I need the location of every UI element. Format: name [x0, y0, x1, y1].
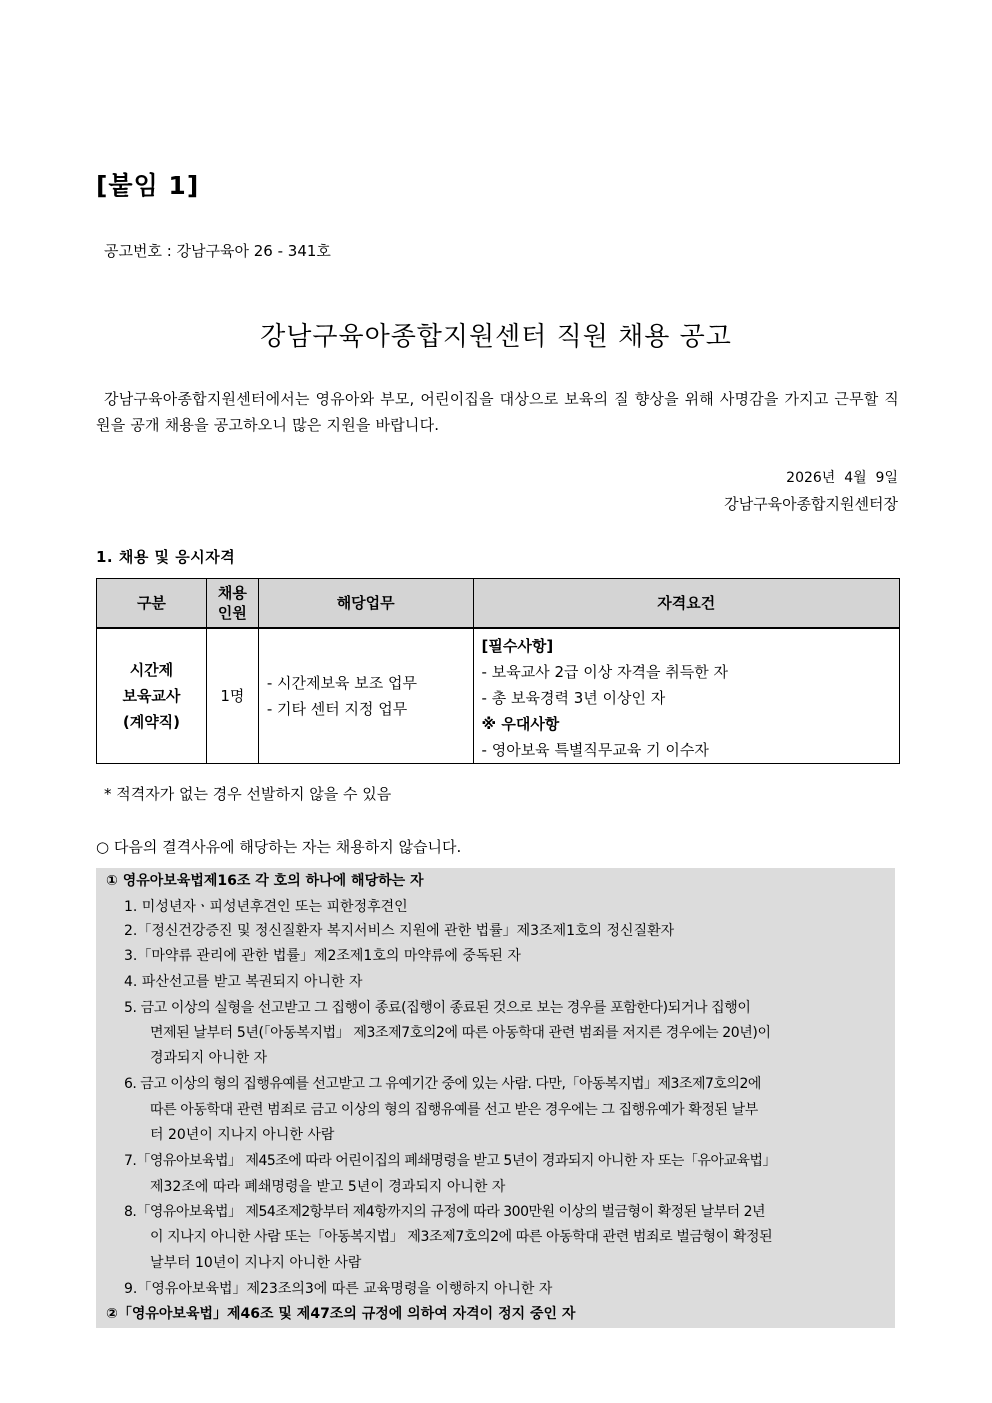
disqualification-line: 9.「영유아보육법」제23조의3에 따른 교육명령을 이행하지 아니한 자	[124, 1281, 553, 1297]
disqualification-line: 5. 금고 이상의 실형을 선고받고 그 집행이 종료(집행이 종료된 것으로 보는 경우를 포함한다)되거나 집행이	[124, 1000, 751, 1016]
header-type: 구분	[97, 579, 207, 628]
disqualification-line: 4. 파산선고를 받고 복권되지 아니한 자	[124, 974, 363, 990]
disqualification-line: 날부터 10년이 지나지 아니한 사람	[150, 1255, 362, 1271]
cell-qualifications	[473, 628, 899, 764]
table-header-row	[97, 579, 900, 628]
disqualification-line: 2.「정신건강증진 및 정신질환자 복지서비스 지원에 관한 법률」제3조제1호의 정신질환자	[124, 923, 675, 939]
disqualification-line: 7.「영유아보육법」 제45조에 따라 어린이집의 폐쇄명령을 받고 5년이 경과되지 아니한 자 또는「유아교육법」	[124, 1153, 777, 1169]
disqualification-line: 3.「마약류 관리에 관한 법률」제2조제1호의 마약류에 중독된 자	[124, 948, 521, 964]
cell-duties	[258, 628, 473, 764]
duty-item: - 기타 센터 지정 업무	[266, 699, 408, 718]
disqualification-line: 면제된 날부터 5년(「아동복지법」 제3조제7호의2에 따른 아동학대 관련 범죄를 저지른 경우에는 20년)이	[150, 1025, 771, 1041]
duty-item: - 시간제보육 보조 업무	[266, 673, 417, 692]
preferred-title: ※ 우대사항	[481, 714, 560, 733]
intro-paragraph: 강남구육아종합지원센터에서는 영유아와 부모, 어린이집을 대상으로 보육의 질 향상을 위해 사명감을 가지고 근무할 직원을 공개 채용을 공고하오니 많은 지원을 바랍니다.	[96, 390, 899, 434]
header-duty: 해당업무	[258, 579, 473, 628]
position-type-line: 보육교사	[122, 686, 181, 705]
disqualification-item-title: ②「영유아보육법」제46조 및 제47조의 규정에 의하여 자격이 정지 중인 자	[106, 1306, 576, 1322]
header-count: 채용 인원	[206, 579, 258, 628]
attachment-label: [붙임 1]	[96, 171, 200, 200]
required-title: [필수사항]	[481, 636, 554, 655]
signer: 강남구육아종합지원센터장	[724, 495, 898, 513]
disqualification-line: 이 지나지 아니한 사람 또는「아동복지법」 제3조제7호의2에 따른 아동학대 관련 범죄로 벌금형이 확정된	[150, 1229, 773, 1245]
disqualification-line: 1. 미성년자ㆍ피성년후견인 또는 피한정후견인	[124, 899, 408, 915]
position-type-line: 시간제	[129, 660, 174, 679]
disqualification-line: 6. 금고 이상의 형의 집행유예를 선고받고 그 유예기간 중에 있는 사람. 다만,「아동복지법」제3조제7호의2에	[124, 1076, 761, 1092]
page-title: 강남구육아종합지원센터 직원 채용 공고	[260, 322, 732, 352]
required-item: - 총 보육경력 3년 이상인 자	[481, 688, 666, 707]
disqualification-line: 8.「영유아보육법」 제54조제2항부터 제4항까지의 규정에 따라 300만원 이상의 벌금형이 확정된 날부터 2년	[124, 1204, 766, 1220]
cell-position-type	[97, 628, 207, 764]
disqualification-line: 경과되지 아니한 자	[150, 1050, 268, 1066]
header-qualification: 자격요건	[473, 579, 899, 628]
disqualification-line: 따른 아동학대 관련 범죄로 금고 이상의 형의 집행유예를 선고 받은 경우에는 그 집행유예가 확정된 날부	[150, 1102, 758, 1118]
cell-headcount: 1명	[206, 628, 258, 764]
notice-number: 공고번호 : 강남구육아 26 - 341호	[104, 242, 331, 260]
disqualification-line: 제32조에 따라 폐쇄명령을 받고 5년이 경과되지 아니한 자	[150, 1179, 506, 1195]
notice-date: 2026년 4월 9일	[786, 470, 898, 486]
disqualification-box	[96, 868, 895, 1328]
recruitment-table	[96, 578, 900, 764]
required-item: - 보육교사 2급 이상 자격을 취득한 자	[481, 662, 728, 681]
position-type-line: (계약직)	[122, 712, 181, 731]
disqualification-intro: ○ 다음의 결격사유에 해당하는 자는 채용하지 않습니다.	[96, 838, 462, 856]
disqualification-line: 터 20년이 지나지 아니한 사람	[150, 1127, 335, 1143]
preferred-item: - 영아보육 특별직무교육 기 이수자	[481, 740, 709, 759]
disqualification-item-title: ① 영유아보육법제16조 각 호의 하나에 해당하는 자	[106, 873, 424, 889]
section-title: 1. 채용 및 응시자격	[96, 548, 236, 566]
footnote: * 적격자가 없는 경우 선발하지 않을 수 있음	[104, 785, 392, 803]
table-row	[97, 628, 900, 764]
